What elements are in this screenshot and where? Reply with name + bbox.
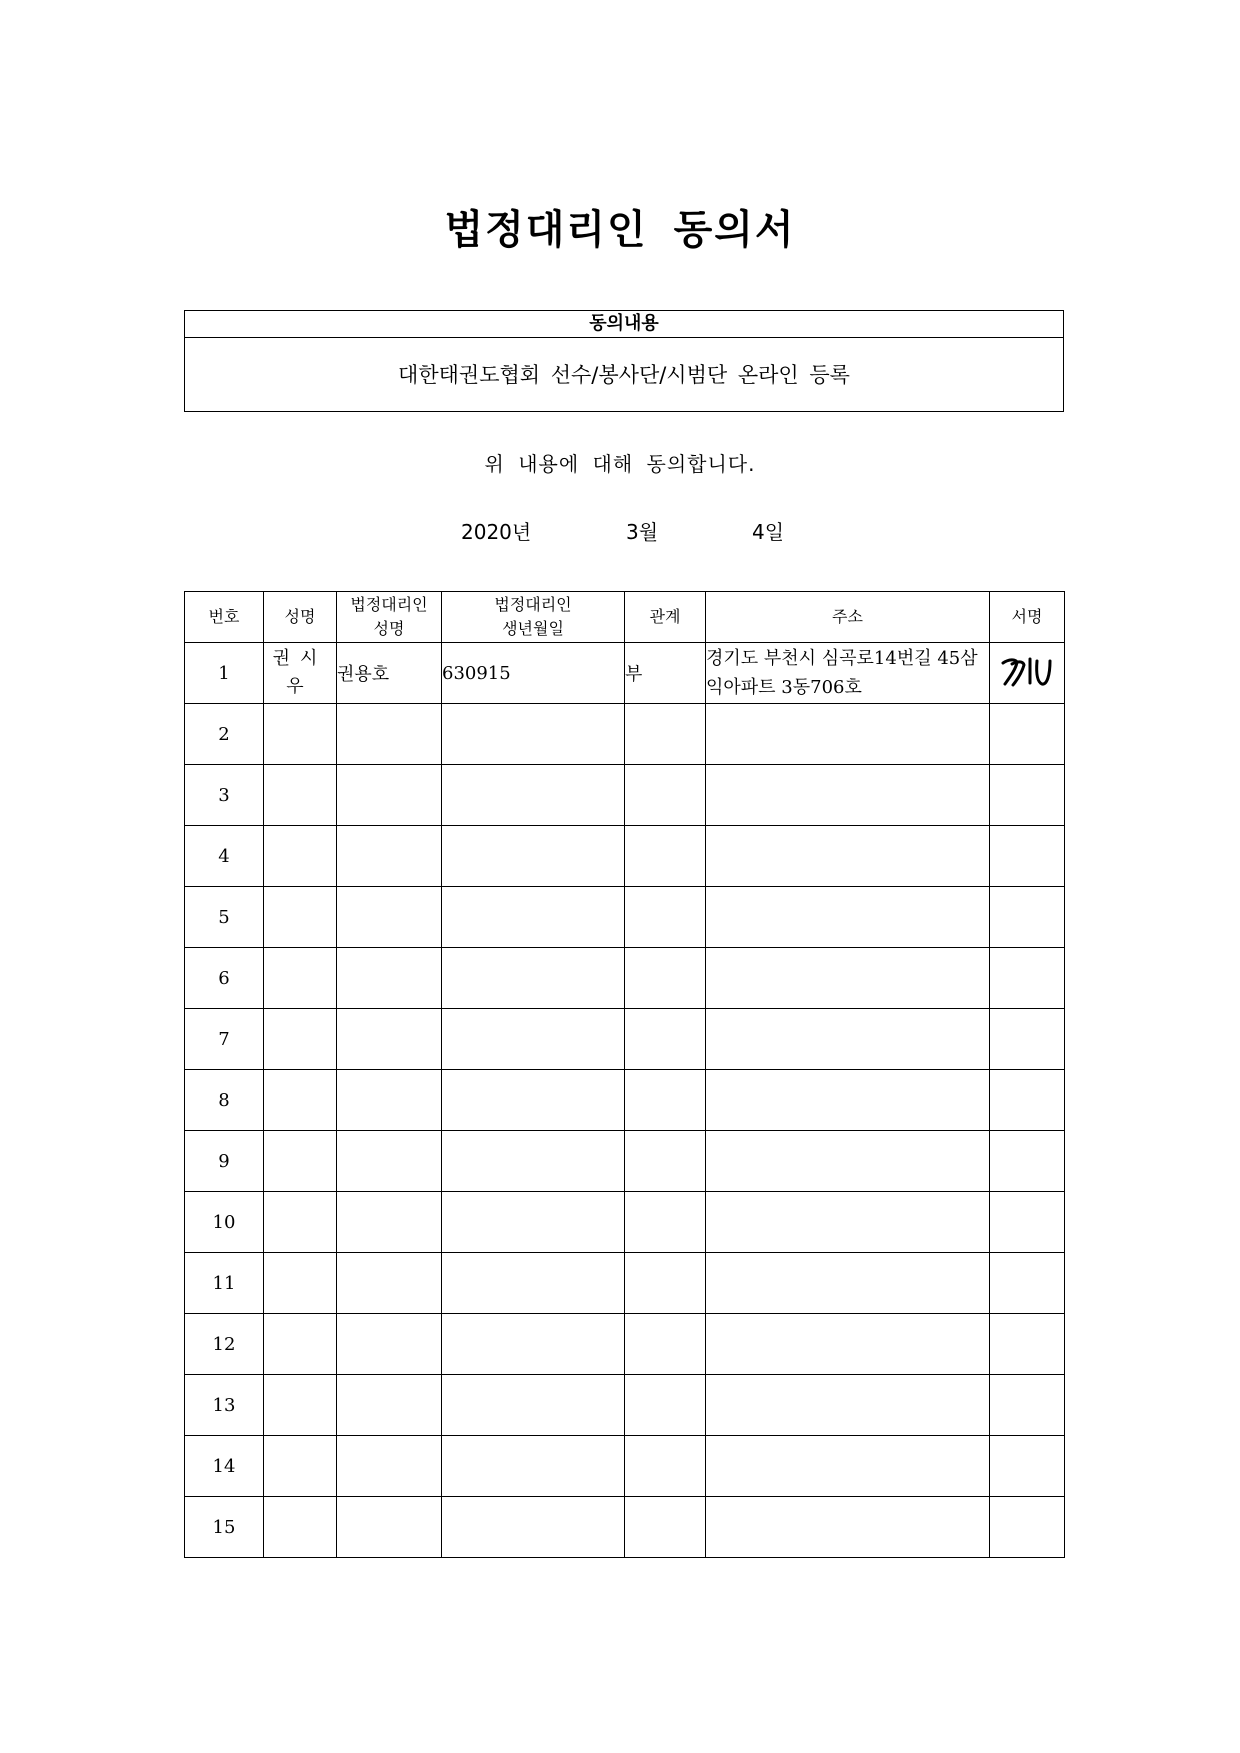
cell-rep-name [337, 765, 442, 826]
table-row [185, 765, 1065, 826]
cell-name [264, 1253, 337, 1314]
table-row [185, 1497, 1065, 1558]
cell-name [264, 1314, 337, 1375]
cell-address [706, 1070, 990, 1131]
table-row [185, 887, 1065, 948]
cell-address [706, 1131, 990, 1192]
cell-name [264, 1192, 337, 1253]
cell-no: 6 [185, 948, 264, 1009]
cell-no: 15 [185, 1497, 264, 1558]
header-name: 성명 [264, 592, 337, 643]
cell-signature [990, 948, 1065, 1009]
header-rep-name-line2: 성명 [373, 619, 405, 638]
cell-relation [625, 948, 706, 1009]
cell-signature [990, 1009, 1065, 1070]
cell-rep-birth [442, 826, 625, 887]
cell-rep-name [337, 1314, 442, 1375]
date-day: 4일 [752, 520, 785, 544]
cell-rep-birth [442, 887, 625, 948]
table-row [185, 1070, 1065, 1131]
cell-rep-name [337, 1375, 442, 1436]
header-rep-name-line1: 법정대리인 [350, 595, 428, 614]
table-row [185, 704, 1065, 765]
cell-signature [990, 1375, 1065, 1436]
document-title: 법정대리인 동의서 [444, 206, 796, 253]
table-row [185, 1009, 1065, 1070]
cell-no: 3 [185, 765, 264, 826]
cell-relation [625, 765, 706, 826]
cell-rep-birth [442, 1253, 625, 1314]
cell-rep-birth: 630915 [442, 643, 625, 704]
agreement-statement: 위 내용에 대해 동의합니다. [484, 452, 756, 476]
cell-signature [990, 1436, 1065, 1497]
cell-no: 4 [185, 826, 264, 887]
header-signature: 서명 [990, 592, 1065, 643]
cell-rep-name [337, 1009, 442, 1070]
cell-no: 9 [185, 1131, 264, 1192]
cell-rep-name [337, 1192, 442, 1253]
cell-name [264, 1009, 337, 1070]
cell-rep-birth [442, 1131, 625, 1192]
consent-content: 대한태권도협회 선수/봉사단/시범단 온라인 등록 [398, 363, 850, 387]
guardian-table [184, 591, 1065, 1558]
cell-relation [625, 1009, 706, 1070]
cell-no: 2 [185, 704, 264, 765]
cell-address [706, 1253, 990, 1314]
cell-name [264, 826, 337, 887]
table-row [185, 1375, 1065, 1436]
signature-mark [990, 653, 1064, 693]
header-rep-birth [442, 592, 625, 643]
cell-no: 13 [185, 1375, 264, 1436]
cell-address [706, 948, 990, 1009]
cell-address [706, 1375, 990, 1436]
cell-signature [990, 826, 1065, 887]
cell-no: 7 [185, 1009, 264, 1070]
table-row [185, 1192, 1065, 1253]
cell-relation [625, 1497, 706, 1558]
cell-signature [990, 1314, 1065, 1375]
cell-rep-birth [442, 1497, 625, 1558]
consent-header: 동의내용 [185, 311, 1063, 338]
cell-rep-birth [442, 948, 625, 1009]
cell-rep-birth [442, 1070, 625, 1131]
table-row [185, 948, 1065, 1009]
cell-signature [990, 704, 1065, 765]
cell-rep-name [337, 1497, 442, 1558]
cell-signature [990, 1253, 1065, 1314]
cell-relation [625, 1253, 706, 1314]
cell-name [264, 887, 337, 948]
cell-signature [990, 887, 1065, 948]
cell-name [264, 1375, 337, 1436]
cell-rep-name: 권용호 [337, 643, 442, 704]
cell-relation [625, 1131, 706, 1192]
header-rep-name [337, 592, 442, 643]
consent-box [184, 310, 1064, 412]
cell-address [706, 704, 990, 765]
cell-address [706, 1192, 990, 1253]
cell-rep-birth [442, 1375, 625, 1436]
table-row [185, 643, 1065, 704]
cell-signature [990, 1497, 1065, 1558]
cell-address [706, 1009, 990, 1070]
cell-address: 경기도 부천시 심곡로14번길 45삼익아파트 3동706호 [706, 643, 990, 704]
cell-name [264, 948, 337, 1009]
cell-signature [990, 1070, 1065, 1131]
table-row [185, 1253, 1065, 1314]
cell-no: 8 [185, 1070, 264, 1131]
cell-address [706, 887, 990, 948]
date-month: 3월 [626, 520, 659, 544]
cell-no: 1 [185, 643, 264, 704]
cell-relation: 부 [625, 643, 706, 704]
cell-name [264, 704, 337, 765]
cell-relation [625, 1192, 706, 1253]
cell-rep-name [337, 1253, 442, 1314]
cell-name [264, 1070, 337, 1131]
cell-signature [990, 1131, 1065, 1192]
cell-rep-name [337, 887, 442, 948]
cell-rep-name [337, 1070, 442, 1131]
cell-relation [625, 1070, 706, 1131]
cell-no: 10 [185, 1192, 264, 1253]
cell-name [264, 1131, 337, 1192]
cell-address [706, 1497, 990, 1558]
date-year: 2020년 [461, 520, 532, 544]
cell-signature [990, 643, 1065, 704]
cell-signature [990, 1192, 1065, 1253]
table-header-row [185, 592, 1065, 643]
table-row [185, 1314, 1065, 1375]
cell-relation [625, 887, 706, 948]
cell-no: 12 [185, 1314, 264, 1375]
cell-relation [625, 1436, 706, 1497]
cell-no: 14 [185, 1436, 264, 1497]
cell-rep-birth [442, 1009, 625, 1070]
cell-rep-birth [442, 1436, 625, 1497]
cell-rep-birth [442, 1314, 625, 1375]
cell-signature [990, 765, 1065, 826]
table-row [185, 826, 1065, 887]
cell-name [264, 1436, 337, 1497]
cell-address [706, 765, 990, 826]
cell-rep-name [337, 826, 442, 887]
header-relation: 관계 [625, 592, 706, 643]
table-row [185, 1436, 1065, 1497]
cell-relation [625, 704, 706, 765]
cell-rep-name [337, 1131, 442, 1192]
cell-rep-name [337, 1436, 442, 1497]
cell-no: 11 [185, 1253, 264, 1314]
cell-name [264, 1497, 337, 1558]
cell-relation [625, 1314, 706, 1375]
header-no: 번호 [185, 592, 264, 643]
table-row [185, 1131, 1065, 1192]
cell-rep-birth [442, 704, 625, 765]
cell-rep-name [337, 948, 442, 1009]
cell-relation [625, 826, 706, 887]
cell-relation [625, 1375, 706, 1436]
cell-address [706, 1436, 990, 1497]
cell-name [264, 765, 337, 826]
header-rep-birth-line1: 법정대리인 [494, 595, 572, 614]
cell-address [706, 1314, 990, 1375]
cell-no: 5 [185, 887, 264, 948]
cell-rep-birth [442, 765, 625, 826]
cell-rep-name [337, 704, 442, 765]
header-rep-birth-line2: 생년월일 [502, 619, 564, 638]
cell-rep-birth [442, 1192, 625, 1253]
cell-address [706, 826, 990, 887]
header-address: 주소 [706, 592, 990, 643]
cell-name: 권시우 [264, 643, 337, 704]
